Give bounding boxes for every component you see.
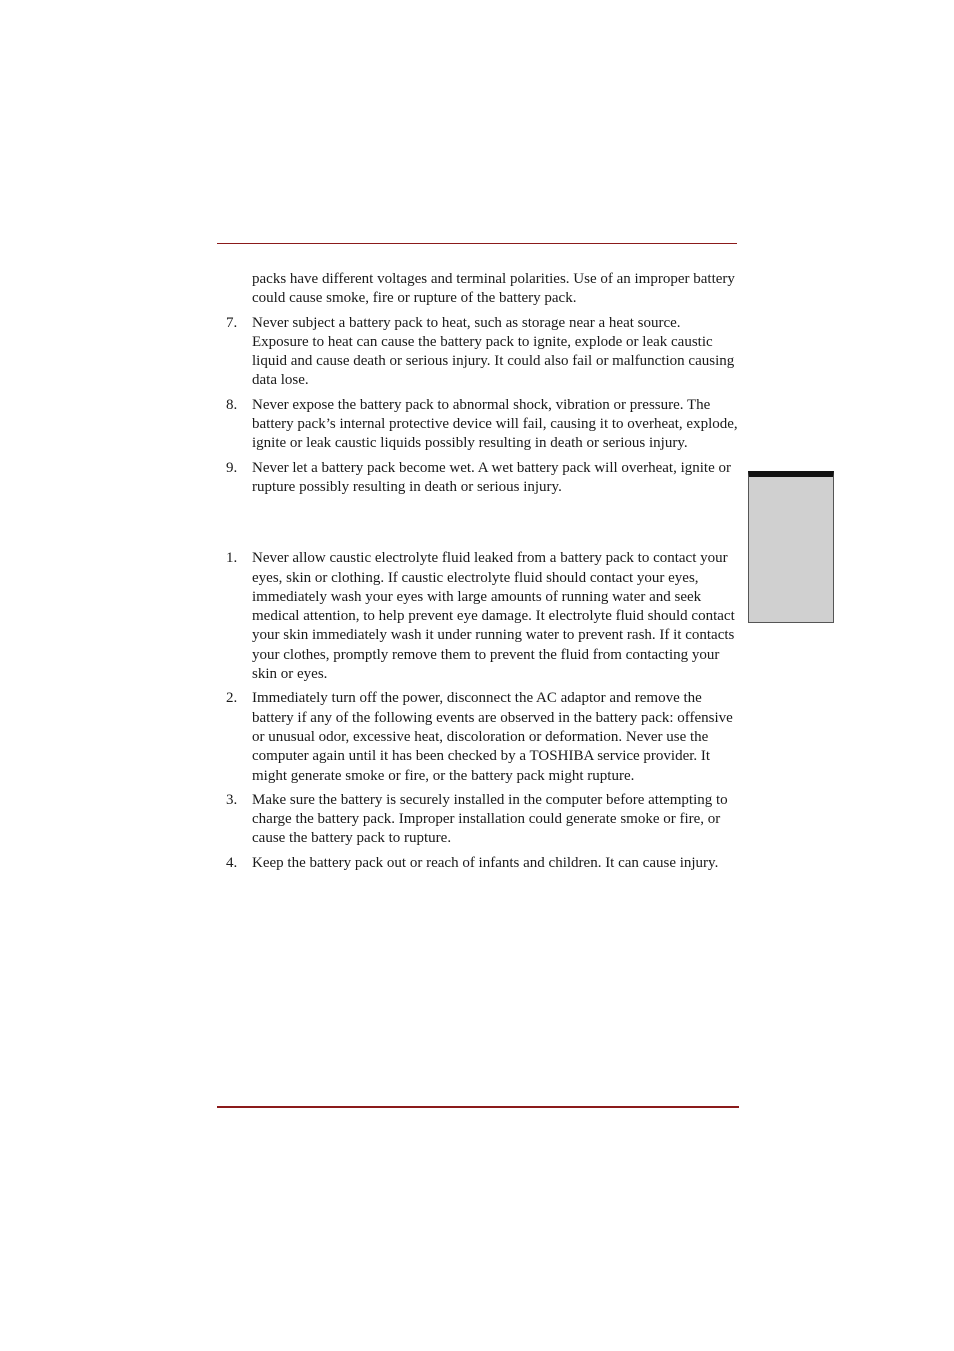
footer-rule: [217, 1106, 739, 1108]
list-item: [226, 396, 738, 454]
warning-list-1: [226, 314, 738, 498]
item-number: 7.: [226, 314, 238, 331]
item-number: 2.: [226, 690, 238, 707]
list-item: [226, 314, 738, 391]
item-number: 4.: [226, 854, 238, 871]
item-text: Never let a battery pack become wet. A wet battery pack will overheat, ignite or rupture possibly resulting in death or serious injury.: [252, 459, 731, 495]
item-text: Immediately turn off the power, disconnect the AC adaptor and remove the battery if any of the following events are observed in the battery pack: offensive or unusual odor, excessive heat, discoloration or deformation. Never use the computer again until it has been checked by a TOSHIBA service provider. It might generate smoke or fire, or the battery pack might rupture.: [252, 690, 733, 784]
header-rule: [217, 243, 737, 244]
item-number: 9.: [226, 459, 238, 476]
warning-list-2: [226, 549, 738, 873]
list-item: [226, 689, 738, 785]
item-number: 3.: [226, 791, 238, 808]
chapter-tab: [748, 471, 834, 623]
item-text: Never allow caustic electrolyte fluid leaked from a battery pack to contact your eyes, skin or clothing. If caustic electrolyte fluid should contact your eyes, immediately wash your eyes with large amounts of running water and seek medical attention, to help prevent eye damage. It electrolyte fluid should contact your skin immediately wash it under running water to prevent rash. If it contacts your clothes, promptly remove them to prevent the fluid from contacting your skin or eyes.: [252, 550, 735, 683]
list-item: [226, 854, 738, 873]
list-item: [226, 549, 738, 684]
list-item: [226, 791, 738, 849]
item-text: Never subject a battery pack to heat, such as storage near a heat source. Exposure to heat can cause the battery pack to ignite, explode or leak caustic liquid and cause death or serious injury. It could also fail or malfunction causing data lose.: [252, 314, 735, 389]
item-number: 1.: [226, 550, 238, 567]
item-number: 8.: [226, 396, 238, 413]
page-body: [226, 270, 738, 878]
item-text: Keep the battery pack out or reach of infants and children. It can cause injury.: [252, 854, 719, 871]
section-spacer: [226, 502, 738, 549]
item-text: Make sure the battery is securely installed in the computer before attempting to charge the battery pack. Improper installation could generate smoke or fire, or cause the battery pack to rupture.: [252, 791, 728, 847]
list-item: [226, 459, 738, 498]
continued-paragraph: packs have different voltages and terminal polarities. Use of an improper battery could cause smoke, fire or rupture of the battery pack.: [252, 271, 735, 307]
item-text: Never expose the battery pack to abnormal shock, vibration or pressure. The battery pack’s internal protective device will fail, causing it to overheat, explode, ignite or leak caustic liquids possibly resulting in death or serious injury.: [252, 396, 738, 452]
